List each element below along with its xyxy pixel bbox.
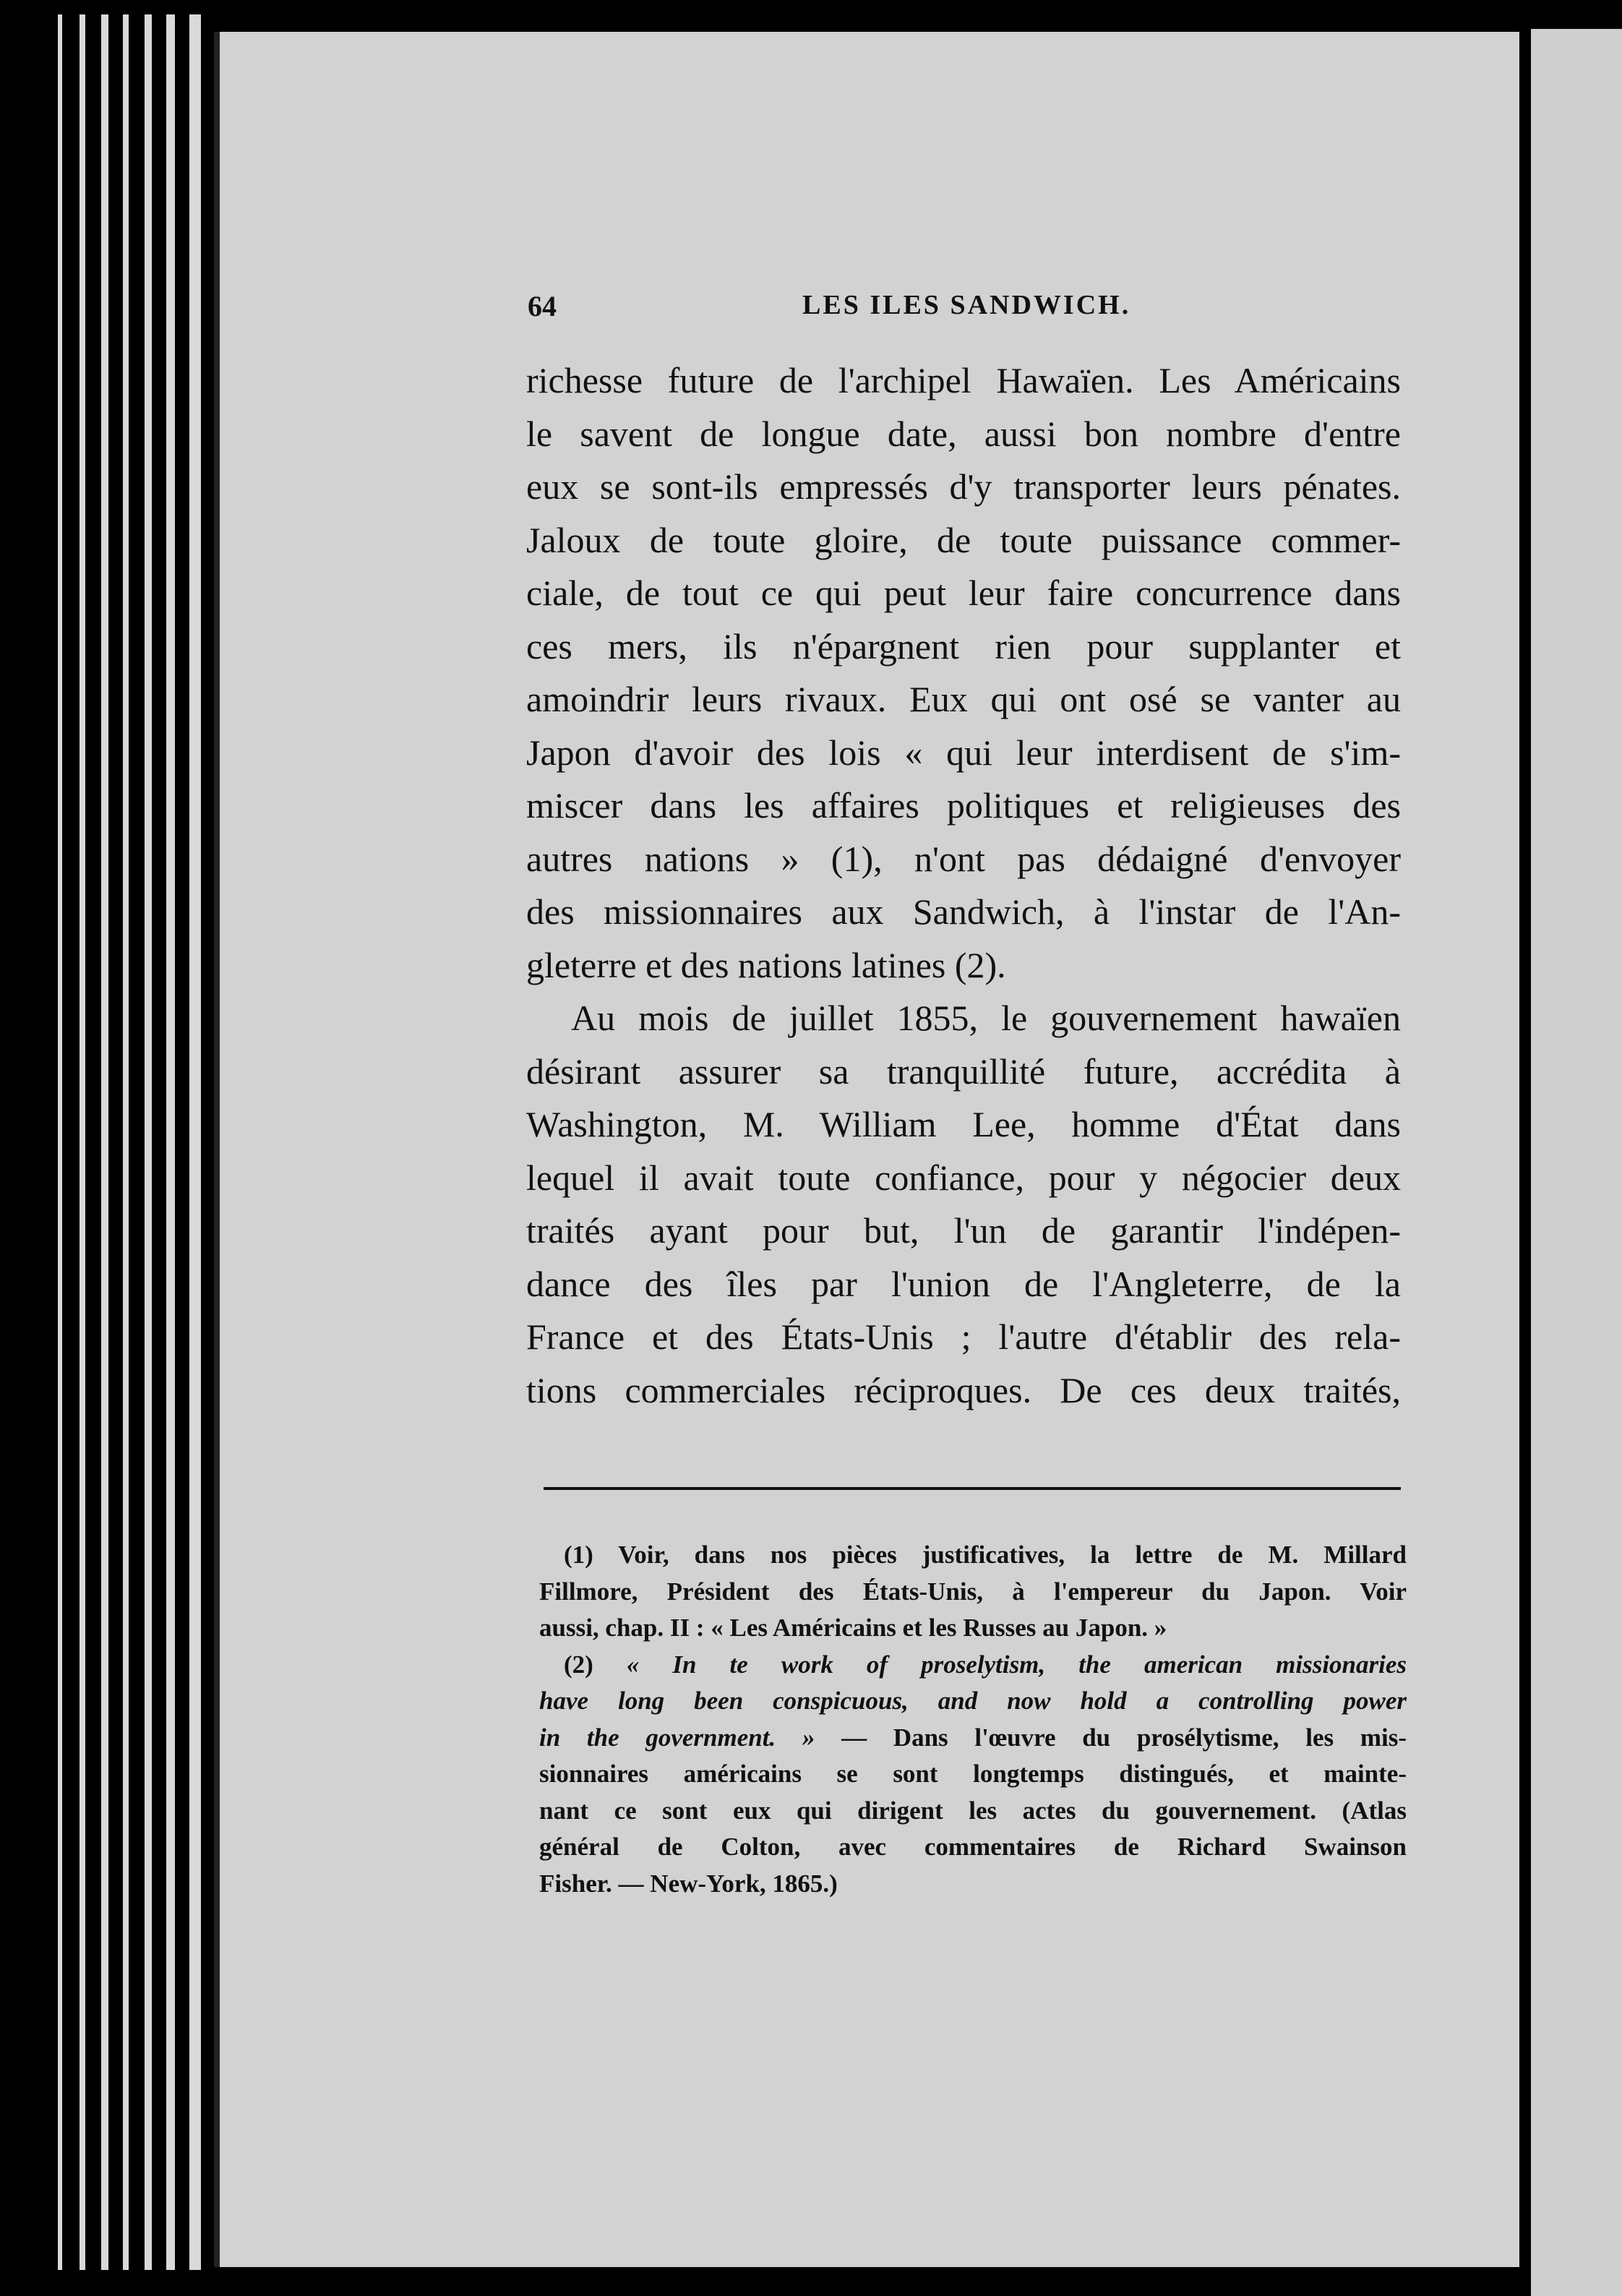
footnote-2-quote: « In te work of proselytism, the american missionaries bbox=[626, 1650, 1407, 1679]
text-line: dance des îles par l'union de l'Angleterre, de la bbox=[526, 1263, 1401, 1304]
text-line: autres nations » (1), n'ont pas dédaigné d'envoyer bbox=[526, 838, 1401, 879]
left-page-stack bbox=[29, 14, 217, 2270]
facing-page-edge bbox=[1531, 29, 1622, 2296]
running-title: LES ILES SANDWICH. bbox=[802, 290, 1131, 320]
footnote-2-line: nant ce sont eux qui dirigent les actes du gouvernement. (Atlas bbox=[539, 1796, 1407, 1825]
text-line: ces mers, ils n'épargnent rien pour supplanter et bbox=[526, 625, 1401, 667]
text-line: Jaloux de toute gloire, de toute puissance commer- bbox=[526, 519, 1401, 560]
page-number: 64 bbox=[528, 290, 557, 322]
footnote-2-line: sionnaires américains se sont longtemps distingués, et mainte- bbox=[539, 1760, 1407, 1788]
text-line: gleterre et des nations latines (2). bbox=[526, 944, 1006, 985]
text-line: ciale, de tout ce qui peut leur faire concurrence dans bbox=[526, 573, 1401, 613]
text-line: amoindrir leurs rivaux. Eux qui ont osé se vanter au bbox=[526, 679, 1401, 719]
footnote-2-line: général de Colton, avec commentaires de Richard Swainson bbox=[539, 1833, 1407, 1861]
footnote-2-quote: have long been conspicuous, and now hold a controlling power bbox=[539, 1687, 1407, 1715]
text-line: des missionnaires aux Sandwich, à l'instar de l'An- bbox=[526, 891, 1401, 932]
text-line: désirant assurer sa tranquillité future, accrédita à bbox=[526, 1050, 1401, 1092]
footnote-2-text: — Dans l'œuvre du prosélytisme, les mis- bbox=[815, 1723, 1407, 1752]
footnote-rule bbox=[544, 1487, 1401, 1490]
paragraph-first-line: Au mois de juillet 1855, le gouvernement hawaïen bbox=[571, 998, 1401, 1038]
footnote-2-marker: (2) bbox=[564, 1650, 593, 1679]
text-line: France et des États-Unis ; l'autre d'établir des rela- bbox=[526, 1316, 1401, 1357]
text-line: miscer dans les affaires politiques et religieuses des bbox=[526, 785, 1401, 826]
text-line: eux se sont-ils empressés d'y transporter leurs pénates. bbox=[526, 466, 1401, 507]
page-header bbox=[528, 289, 1395, 333]
text-line: tions commerciales réciproques. De ces deux traités, bbox=[526, 1369, 1401, 1410]
page-gutter bbox=[1519, 29, 1531, 2296]
footnote-2-line bbox=[539, 1647, 1407, 1684]
footnote-2-line bbox=[539, 1683, 1407, 1720]
footnote-1-line: Fillmore, Président des États-Unis, à l'empereur du Japon. Voir bbox=[539, 1577, 1407, 1606]
body-text bbox=[526, 354, 1401, 1417]
footnote-2-quote: in the government. » bbox=[539, 1723, 815, 1752]
text-line: traités ayant pour but, l'un de garantir l'indépen- bbox=[526, 1210, 1401, 1251]
footnote-2-line: Fisher. — New-York, 1865.) bbox=[539, 1869, 838, 1898]
text-line: Washington, M. William Lee, homme d'État dans bbox=[526, 1104, 1401, 1144]
footnotes bbox=[539, 1537, 1407, 1902]
text-line: le savent de longue date, aussi bon nombre d'entre bbox=[526, 413, 1401, 454]
footnote-1-line: (1) Voir, dans nos pièces justificatives, la lettre de M. Millard bbox=[564, 1541, 1407, 1569]
text-line: richesse future de l'archipel Hawaïen. Les Américains bbox=[526, 360, 1401, 400]
text-line: Japon d'avoir des lois « qui leur interdisent de s'im- bbox=[526, 732, 1401, 773]
footnote-2-line bbox=[539, 1720, 1407, 1757]
text-line: lequel il avait toute confiance, pour y négocier deux bbox=[526, 1157, 1401, 1198]
footnote-1-line: aussi, chap. II : « Les Américains et les Russes au Japon. » bbox=[539, 1614, 1167, 1642]
